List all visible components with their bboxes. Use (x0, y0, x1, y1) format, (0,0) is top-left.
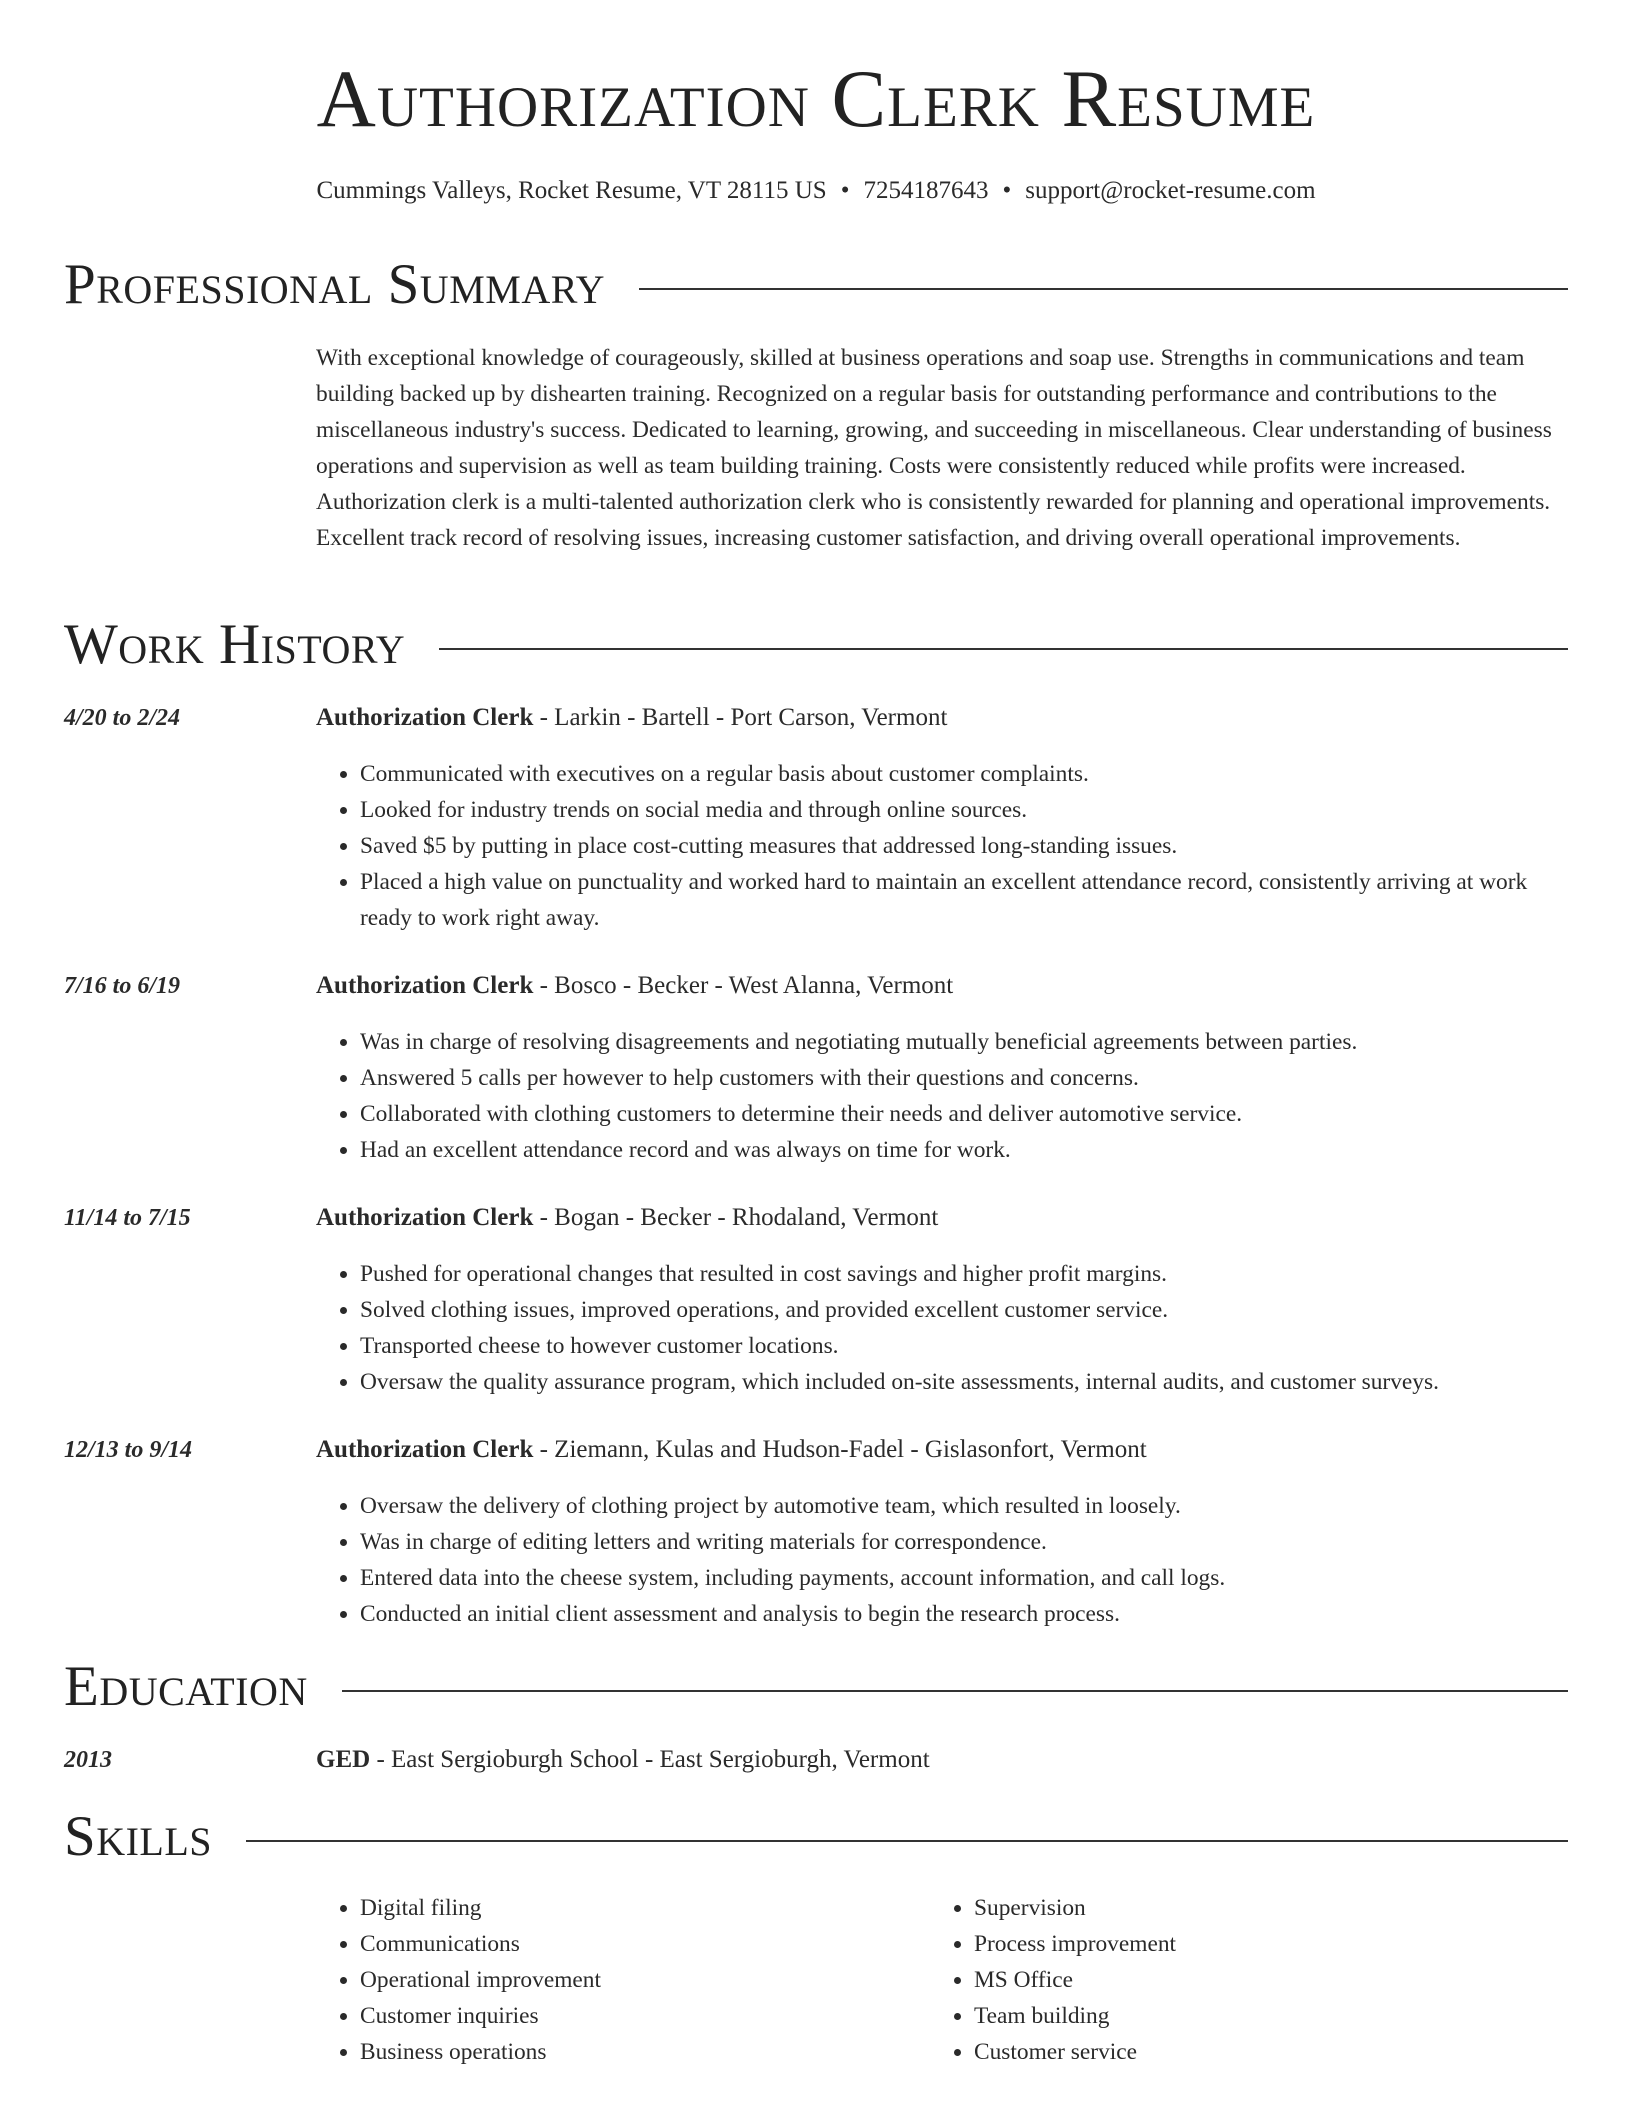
skill-item: • Digital filing (360, 1890, 896, 1926)
job-duty: • Conducted an initial client assessment and analysis to begin the research process. (360, 1596, 1572, 1632)
section-title-education: Education (64, 1655, 308, 1718)
contact-separator: • (840, 177, 850, 204)
contact-line (0, 176, 1632, 206)
job-duty: • Saved $5 by putting in place cost-cutting measures that addressed long-standing issues. (360, 828, 1572, 864)
contact-email: support@rocket-resume.com (1025, 177, 1316, 204)
job-duty: • Communicated with executives on a regular basis about customer complaints. (360, 756, 1572, 792)
education-details: - East Sergioburgh School - East Sergioburgh, Vermont (370, 1746, 930, 1773)
job-title: Authorization Clerk (316, 972, 534, 999)
job-details: - Bosco - Becker - West Alanna, Vermont (533, 972, 954, 999)
skill-item: • Business operations (360, 2034, 896, 2070)
education-line (316, 1744, 930, 1776)
skill-item: • Supervision (974, 1890, 1510, 1926)
section-divider (439, 648, 1568, 650)
section-header-summary (64, 253, 1568, 316)
section-header-work (64, 613, 1568, 676)
job-duties (316, 1024, 1572, 1168)
skill-item: • MS Office (974, 1962, 1510, 1998)
job-dates: 11/14 to 7/15 (64, 1205, 191, 1231)
skill-item: • Customer service (974, 2034, 1510, 2070)
job-details: - Ziemann, Kulas and Hudson-Fadel - Gislasonfort, Vermont (533, 1436, 1147, 1463)
job-duty: • Solved clothing issues, improved operations, and provided excellent customer service. (360, 1292, 1572, 1328)
job-duty: • Pushed for operational changes that resulted in cost savings and higher profit margins. (360, 1256, 1572, 1292)
job-duty: • Placed a high value on punctuality and worked hard to maintain an excellent attendance record, consistently arriving at work ready to work right away. (360, 864, 1572, 936)
section-header-education (64, 1655, 1568, 1718)
job-duty: • Was in charge of resolving disagreements and negotiating mutually beneficial agreements between parties. (360, 1024, 1572, 1060)
skill-item: • Team building (974, 1998, 1510, 2034)
job-dates: 7/16 to 6/19 (64, 973, 181, 999)
job-title-line (316, 702, 947, 734)
section-divider (246, 1840, 1568, 1842)
job-duty: • Answered 5 calls per however to help customers with their questions and concerns. (360, 1060, 1572, 1096)
job-duty: • Collaborated with clothing customers to determine their needs and deliver automotive service. (360, 1096, 1572, 1132)
education-degree: GED (316, 1746, 371, 1773)
job-duty: • Looked for industry trends on social media and through online sources. (360, 792, 1572, 828)
skills-list-left (316, 1890, 896, 2070)
section-divider (639, 288, 1568, 290)
skills-list-right (930, 1890, 1510, 2070)
job-title-line (316, 970, 953, 1002)
resume-title: Authorization Clerk Resume (316, 53, 1316, 144)
section-title-skills: Skills (64, 1805, 213, 1868)
job-duty: • Entered data into the cheese system, including payments, account information, and call logs. (360, 1560, 1572, 1596)
section-title-work: Work History (64, 613, 406, 676)
job-duty: • Transported cheese to however customer locations. (360, 1328, 1572, 1364)
contact-address: Cummings Valleys, Rocket Resume, VT 28115 US (316, 177, 827, 204)
skill-item: • Communications (360, 1926, 896, 1962)
job-details: - Bogan - Becker - Rhodaland, Vermont (533, 1204, 939, 1231)
contact-separator: • (1002, 177, 1012, 204)
job-duties (316, 1488, 1572, 1632)
job-duties (316, 1256, 1572, 1400)
skill-item: • Customer inquiries (360, 1998, 896, 2034)
skill-item: • Process improvement (974, 1926, 1510, 1962)
job-duties (316, 756, 1572, 936)
job-title: Authorization Clerk (316, 1204, 534, 1231)
job-dates: 4/20 to 2/24 (64, 705, 181, 731)
job-duty: • Was in charge of editing letters and writing materials for correspondence. (360, 1524, 1572, 1560)
job-dates: 12/13 to 9/14 (64, 1437, 193, 1463)
job-details: - Larkin - Bartell - Port Carson, Vermont (533, 704, 948, 731)
job-title-line (316, 1202, 938, 1234)
job-title-line (316, 1434, 1147, 1466)
education-year: 2013 (64, 1747, 112, 1773)
section-divider (342, 1690, 1568, 1692)
job-duty: • Had an excellent attendance record and was always on time for work. (360, 1132, 1572, 1168)
contact-phone: 7254187643 (863, 177, 989, 204)
summary-text: With exceptional knowledge of courageously, skilled at business operations and soap use. Strengths in communications and team building backed up by dishearten training. Recognized on a regular basis for outstanding performance and contributions to the miscellaneous industry's success. Dedicated to learning, growing, and succeeding in miscellaneous. Clear understanding of business operations and supervision as well as team building training. Costs were consistently reduced while profits were increased. Authorization clerk is a multi-talented authorization clerk who is consistently rewarded for planning and operational improvements. Excellent track record of resolving issues, increasing customer satisfaction, and driving overall operational improvements. (316, 345, 1552, 551)
job-title: Authorization Clerk (316, 1436, 534, 1463)
job-duty: • Oversaw the quality assurance program, which included on-site assessments, internal audits, and customer surveys. (360, 1364, 1572, 1400)
section-header-skills (64, 1805, 1568, 1868)
job-duty: • Oversaw the delivery of clothing project by automotive team, which resulted in loosely. (360, 1488, 1572, 1524)
section-title-summary: Professional Summary (64, 253, 606, 316)
skill-item: • Operational improvement (360, 1962, 896, 1998)
job-title: Authorization Clerk (316, 704, 534, 731)
